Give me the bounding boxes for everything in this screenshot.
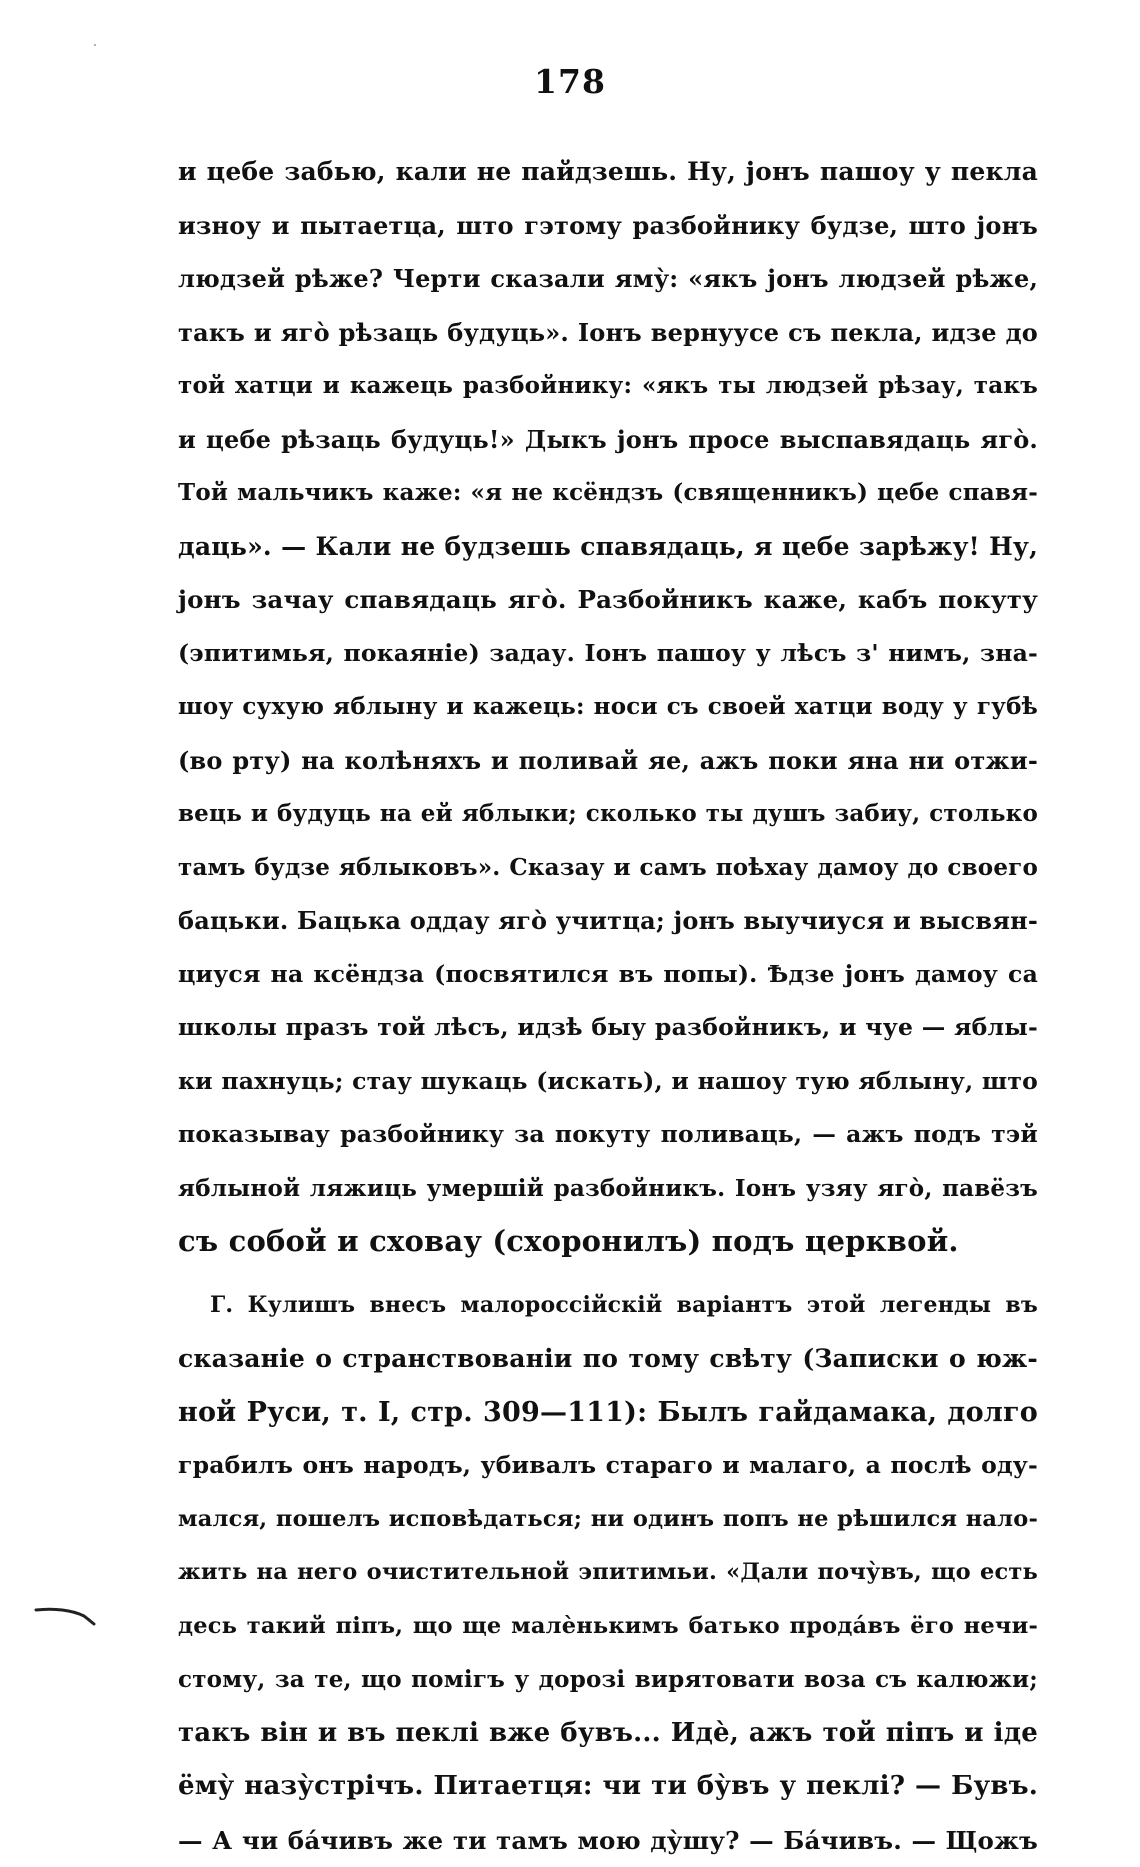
text-line: такъ він и въ пеклі вже бувъ... Идѐ, ажъ той піпъ и іде <box>178 1707 1038 1761</box>
text-line: даць». — Кали не будзешь спавядаць, я цебе зарѣжу! Ну, <box>178 520 1038 574</box>
text-line: школы празъ той лѣсъ, идзѣ быу разбойникъ, и чуе — яблы- <box>178 1001 1038 1055</box>
paragraph-2 <box>178 1279 1038 1867</box>
text-line: бацьки. Бацька оддау яго̀ учитца; јонъ выучиуся и высвян- <box>178 894 1038 948</box>
text-line: съ собой и сховау (схоронилъ) подъ церквой. <box>178 1215 1038 1269</box>
text-line: стому, за те, що помігъ у дорозі вирятовати воза съ калюжи; <box>178 1653 1038 1707</box>
text-line: јонъ зачау спавядаць яго̀. Разбойникъ каже, кабъ покуту <box>178 573 1038 627</box>
margin-scratch-mark <box>34 1602 104 1632</box>
text-line: ки пахнуць; стау шукаць (искать), и нашоу тую яблыну, што <box>178 1055 1038 1109</box>
paragraph-1 <box>178 145 1038 1269</box>
text-line: и цебе забью, кали не пайдзешь. Ну, јонъ пашоу у пекла <box>178 145 1038 199</box>
text-line: десь такий піпъ, що ще малѐнькимъ батько прода́въ ёго нечи- <box>178 1600 1038 1654</box>
text-line: (во рту) на колѣняхъ и поливай яе, ажъ поки яна ни отжи- <box>178 734 1038 788</box>
paper-speck <box>94 44 96 46</box>
text-line: людзей рѣже? Черти сказали яму̀: «якъ јонъ людзей рѣже, <box>178 252 1038 306</box>
text-line: тамъ будзе яблыковъ». Сказау и самъ поѣхау дамоу до своего <box>178 841 1038 895</box>
text-line: изноу и пытаетца, што гэтому разбойнику будзе, што јонъ <box>178 199 1038 253</box>
text-line: грабилъ онъ народъ, убивалъ стараго и малаго, а послѣ оду- <box>178 1439 1038 1493</box>
page-number: 178 <box>0 62 1140 101</box>
body-text <box>178 145 1038 1867</box>
text-line: — А чи ба́чивъ же ти тамъ мою ду̀шу? — Ба́чивъ. — Щожъ <box>178 1814 1038 1867</box>
text-line: ёму̀ назу̀стрічъ. Питаетця: чи ти бу̀въ у пеклі? — Бувъ. <box>178 1760 1038 1814</box>
text-line: Г. Кулишъ внесъ малороссійскій варіантъ этой легенды въ <box>178 1279 1038 1333</box>
text-line: Той мальчикъ каже: «я не ксёндзъ (священникъ) цебе спавя- <box>178 466 1038 520</box>
text-line: показывау разбойнику за покуту поливаць, — ажъ подъ тэй <box>178 1108 1038 1162</box>
text-line: (эпитимья, покаяніе) задау. Іонъ пашоу у лѣсъ з' нимъ, зна- <box>178 627 1038 681</box>
text-line: сказаніе о странствованіи по тому свѣту (Записки о юж- <box>178 1332 1038 1386</box>
text-line: мался, пошелъ исповѣдаться; ни одинъ попъ не рѣшился нало- <box>178 1493 1038 1547</box>
text-line: и цебе рѣзаць будуць!» Дыкъ јонъ просе выспавядаць яго̀. <box>178 413 1038 467</box>
text-line: циуся на ксёндза (посвятился въ попы). Ѣдзе јонъ дамоу са <box>178 948 1038 1002</box>
text-line: ной Руси, т. I, стр. 309—111): Былъ гайдамака, долго <box>178 1386 1038 1440</box>
text-line: такъ и яго̀ рѣзаць будуць». Іонъ вернуусе съ пекла, идзе до <box>178 306 1038 360</box>
paragraph-gap <box>178 1269 1038 1279</box>
text-line: шоу сухую яблыну и кажець: носи съ своей хатци воду у губѣ <box>178 680 1038 734</box>
text-line: яблыной ляжиць умершій разбойникъ. Іонъ узяу яго̀, павёзъ <box>178 1162 1038 1216</box>
text-line: жить на него очистительной эпитимьи. «Дали почу̀въ, що есть <box>178 1546 1038 1600</box>
text-line: вець и будуць на ей яблыки; сколько ты душъ забиу, столько <box>178 787 1038 841</box>
text-line: той хатци и кажець разбойнику: «якъ ты людзей рѣзау, такъ <box>178 359 1038 413</box>
